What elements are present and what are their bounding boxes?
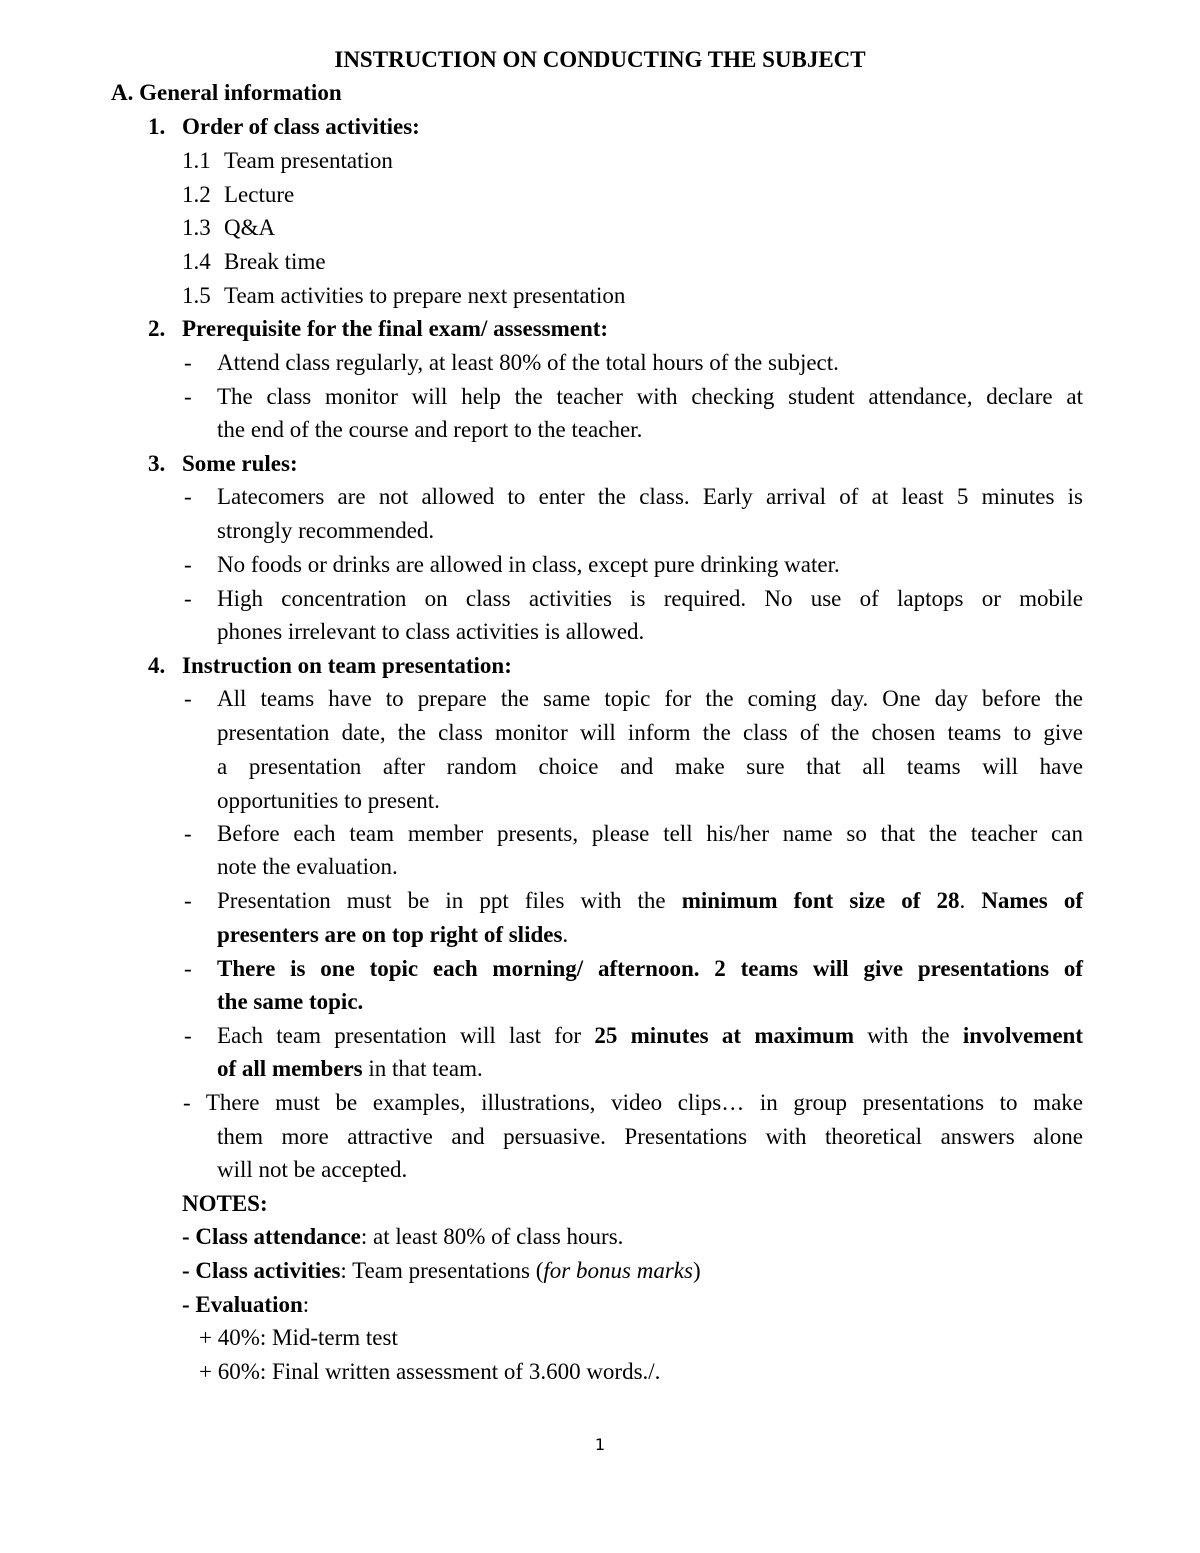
bullet-dash: - (184, 484, 192, 509)
presentation-name-line2: note the evaluation. (217, 854, 398, 879)
section-2-number: 2. (148, 316, 166, 341)
topic-schedule-line1: There is one topic each morning/ afternoon. 2 teams will give presentations of (217, 956, 1083, 981)
rule-concentration-line2: phones irrelevant to class activities is allowed. (217, 619, 645, 644)
duration-text: Each team presentation will last for (217, 1023, 595, 1048)
note-text: : at least 80% of class hours. (360, 1224, 624, 1249)
note-text: : (302, 1292, 310, 1317)
bonus-marks-italic: for bonus marks (543, 1258, 693, 1283)
punctuation: . (959, 888, 982, 913)
topic-schedule-line2: the same topic. (217, 989, 364, 1014)
activity-text: Q&A (224, 215, 276, 240)
note-attendance (182, 1225, 623, 1248)
page-number: 1 (594, 1435, 606, 1454)
section-3-heading: Some rules: (182, 451, 298, 476)
presentation-duration-line2 (217, 1057, 483, 1080)
involvement-emphasis: involvement (962, 1023, 1083, 1048)
activity-number: 1.3 (182, 215, 211, 240)
min-font-size-emphasis: minimum font size of 28 (681, 888, 960, 913)
rule-latecomers-line1: Latecomers are not allowed to enter the class. Early arrival of at least 5 minutes is (217, 484, 1083, 509)
bullet-dash: - (184, 552, 192, 577)
names-emphasis: Names of (981, 888, 1083, 913)
bullet-dash: - (184, 821, 192, 846)
presentation-topic-line2: presentation date, the class monitor will inform the class of the chosen teams to give (217, 720, 1083, 745)
bullet-dash: - (184, 888, 192, 913)
examples-line1: - There must be examples, illustrations, video clips… in group presentations to make (183, 1090, 1083, 1115)
section-4-number: 4. (148, 653, 166, 678)
prerequisite-monitor-line2: the end of the course and report to the teacher. (217, 417, 643, 442)
examples-line3: will not be accepted. (217, 1157, 408, 1182)
note-text: : Team presentations ( (340, 1258, 544, 1283)
section-1-heading: Order of class activities: (182, 114, 420, 139)
activity-number: 1.1 (182, 148, 211, 173)
presentation-format-text: Presentation must be in ppt files with the (217, 888, 682, 913)
presentation-format-line2 (217, 923, 568, 946)
bullet-dash: - (184, 350, 192, 375)
bullet-dash: - (184, 586, 192, 611)
activity-text: Lecture (224, 182, 295, 207)
note-label: - Class attendance (182, 1224, 361, 1249)
rule-latecomers-line2: strongly recommended. (217, 518, 435, 543)
prerequisite-attendance: Attend class regularly, at least 80% of the total hours of the subject. (217, 350, 839, 375)
activity-text: Team activities to prepare next presentation (224, 283, 626, 308)
note-label: - Evaluation (182, 1292, 303, 1317)
activity-number: 1.4 (182, 249, 211, 274)
section-a-heading: A. General information (111, 80, 342, 105)
rule-concentration-line1: High concentration on class activities is required. No use of laptops or mobile (217, 586, 1083, 611)
max-minutes-emphasis: 25 minutes at maximum (594, 1023, 855, 1048)
presentation-topic-line3: a presentation after random choice and make sure that all teams will have (217, 754, 1083, 779)
bullet-dash: - (184, 686, 192, 711)
document-title: INSTRUCTION ON CONDUCTING THE SUBJECT (334, 47, 866, 72)
presentation-format-line1 (217, 889, 1083, 912)
presentation-name-line1: Before each team member presents, please tell his/her name so that the teacher can (217, 821, 1083, 846)
note-evaluation (182, 1293, 309, 1316)
evaluation-midterm: + 40%: Mid-term test (199, 1325, 398, 1350)
section-2-heading: Prerequisite for the final exam/ assessment: (182, 316, 609, 341)
activity-text: Break time (224, 249, 326, 274)
prerequisite-monitor-line1: The class monitor will help the teacher with checking student attendance, declare at (217, 384, 1083, 409)
punctuation: . (562, 922, 569, 947)
section-4-heading: Instruction on team presentation: (182, 653, 512, 678)
evaluation-final: + 60%: Final written assessment of 3.600 words./. (199, 1359, 661, 1384)
all-members-emphasis: of all members (217, 1056, 363, 1081)
presentation-topic-line4: opportunities to present. (217, 788, 440, 813)
activity-number: 1.2 (182, 182, 211, 207)
activity-text: Team presentation (224, 148, 393, 173)
presentation-topic-line1: All teams have to prepare the same topic for the coming day. One day before the (217, 686, 1083, 711)
note-label: - Class activities (182, 1258, 341, 1283)
examples-line2: them more attractive and persuasive. Presentations with theoretical answers alone (217, 1124, 1083, 1149)
presentation-duration-line1 (217, 1024, 1083, 1047)
presenters-emphasis: presenters are on top right of slides (217, 922, 563, 947)
activity-number: 1.5 (182, 283, 211, 308)
note-activities (182, 1259, 701, 1282)
duration-text: with the (854, 1023, 963, 1048)
notes-heading: NOTES: (182, 1191, 268, 1216)
section-1-number: 1. (148, 114, 166, 139)
duration-text: in that team. (362, 1056, 483, 1081)
section-3-number: 3. (148, 451, 166, 476)
rule-food-drink: No foods or drinks are allowed in class, except pure drinking water. (217, 552, 840, 577)
bullet-dash: - (184, 1023, 192, 1048)
note-text: ) (692, 1258, 701, 1283)
bullet-dash: - (184, 956, 192, 981)
bullet-dash: - (184, 384, 192, 409)
